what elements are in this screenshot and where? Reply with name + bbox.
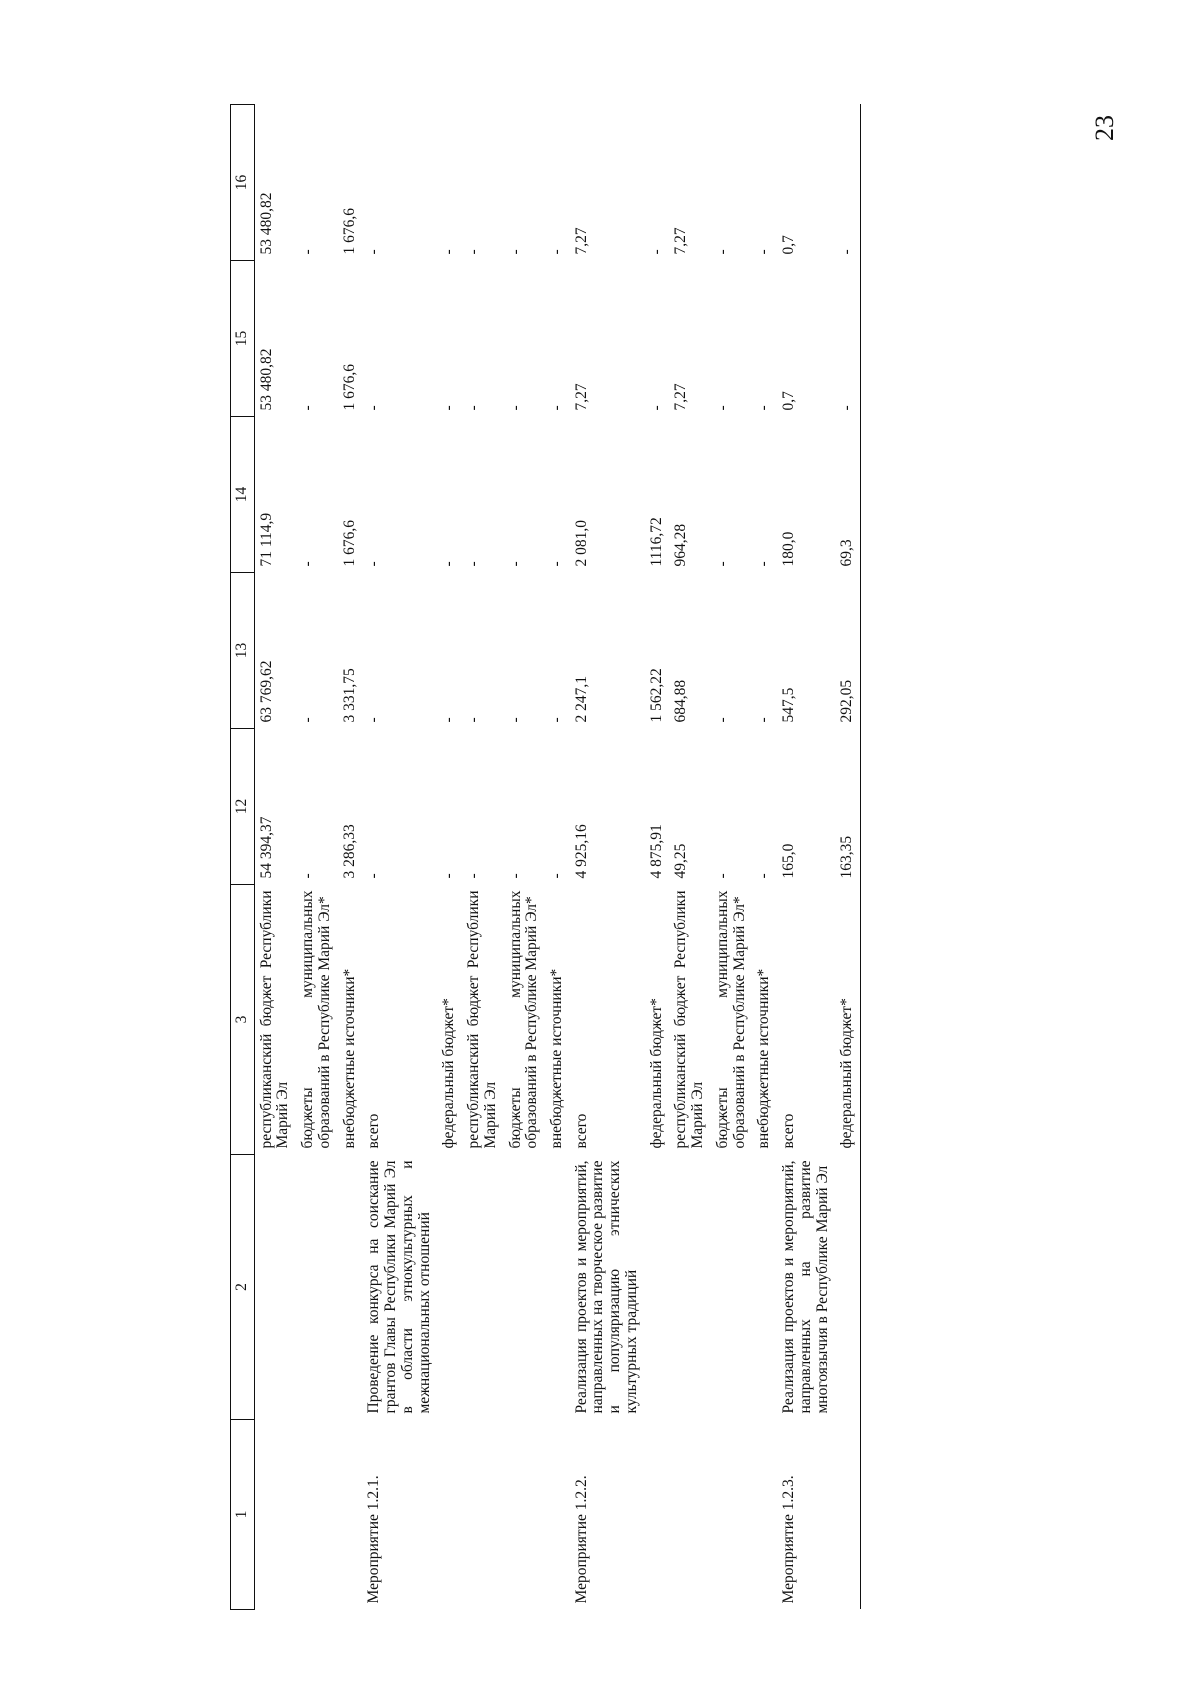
value-cell: - <box>465 249 483 255</box>
value-cell: 2 247,1 <box>572 676 590 723</box>
value-cell: - <box>755 717 773 723</box>
value-cell: - <box>548 249 566 255</box>
value-cell: - <box>713 873 731 879</box>
funding-source-cell: всего <box>365 1113 383 1149</box>
table-row <box>711 105 752 1610</box>
value-cell: 1 562,22 <box>647 668 665 723</box>
value-cell: 4 875,91 <box>647 824 665 879</box>
activity-number-cell <box>835 1420 860 1610</box>
activity-name-cell <box>296 1155 337 1420</box>
value-cell: - <box>755 405 773 411</box>
value-cell: - <box>465 873 483 879</box>
activity-number-cell <box>545 1420 570 1610</box>
value-cell: 1 676,6 <box>340 364 358 411</box>
activity-number-cell <box>462 1420 503 1610</box>
budget-table <box>230 104 861 1610</box>
funding-source-cell: федеральный бюджет* <box>440 998 458 1149</box>
value-cell: - <box>440 249 458 255</box>
value-cell: 54 394,37 <box>257 816 275 879</box>
value-cell: 69,3 <box>835 417 860 573</box>
activity-number-cell <box>752 1420 777 1610</box>
value-cell: - <box>299 561 317 567</box>
table-row <box>777 105 835 1610</box>
column-header: 3 <box>231 885 255 1155</box>
activity-name-cell <box>545 1155 570 1420</box>
activity-number-cell <box>338 1420 363 1610</box>
activity-number-cell <box>437 1420 462 1610</box>
value-cell: - <box>299 873 317 879</box>
funding-source-cell: республиканский бюджет Республики Марий Эл <box>257 890 292 1149</box>
table-row <box>437 105 462 1610</box>
activity-name-cell: Реализация проектов и мероприятий, направленных на творческое развитие и популяризацию этнических культурных традиций <box>572 1160 640 1414</box>
value-cell: - <box>713 717 731 723</box>
table-row <box>752 105 777 1610</box>
value-cell: - <box>548 405 566 411</box>
value-cell: - <box>365 249 383 255</box>
value-cell: - <box>755 873 773 879</box>
table-row <box>570 105 645 1610</box>
value-cell: - <box>548 561 566 567</box>
column-header: 14 <box>231 417 255 573</box>
activity-number-cell <box>504 1420 545 1610</box>
activity-number-cell: Мероприятие 1.2.3. <box>780 1475 798 1604</box>
value-cell: - <box>506 405 524 411</box>
value-cell: - <box>365 873 383 879</box>
value-cell: - <box>299 405 317 411</box>
value-cell: 7,27 <box>672 383 690 411</box>
funding-source-cell: республиканский бюджет Республики Марий Эл <box>672 890 707 1149</box>
value-cell: - <box>713 561 731 567</box>
activity-name-cell <box>752 1155 777 1420</box>
table-row <box>462 105 503 1610</box>
activity-number-cell <box>645 1420 670 1610</box>
column-header: 16 <box>231 105 255 261</box>
value-cell: 292,05 <box>835 573 860 729</box>
value-cell: 0,7 <box>780 235 798 255</box>
value-cell: - <box>755 249 773 255</box>
table-row <box>362 105 437 1610</box>
value-cell: 7,27 <box>672 227 690 255</box>
column-header: 1 <box>231 1420 255 1610</box>
activity-name-cell <box>835 1155 860 1420</box>
page-number: 23 <box>1090 115 1119 141</box>
value-cell: 165,0 <box>780 843 798 879</box>
value-cell: - <box>506 717 524 723</box>
value-cell: 684,88 <box>672 679 690 723</box>
value-cell: 180,0 <box>780 531 798 567</box>
column-header: 13 <box>231 573 255 729</box>
activity-name-cell <box>645 1155 670 1420</box>
value-cell: 63 769,62 <box>257 660 275 723</box>
funding-source-cell: республиканский бюджет Республики Марий Эл <box>465 890 499 1149</box>
activity-name-cell <box>437 1155 462 1420</box>
activity-name-cell: Проведение конкурса на соискание грантов Главы Республики Марий Эл в области этнокультурных и межнациональных отношений <box>365 1160 433 1414</box>
table-row <box>645 105 670 1610</box>
value-cell: - <box>440 717 458 723</box>
activity-name-cell <box>254 1155 296 1420</box>
header-row <box>231 105 255 1610</box>
activity-number-cell <box>669 1420 710 1610</box>
activity-name-cell: Реализация проектов и мероприятий, направленных на развитие многоязычия в Республике Марий Эл <box>780 1160 831 1414</box>
value-cell: 53 480,82 <box>257 192 275 255</box>
table-row <box>504 105 545 1610</box>
value-cell: 3 331,75 <box>340 668 358 723</box>
value-cell: - <box>365 405 383 411</box>
table-row <box>296 105 337 1610</box>
value-cell: 964,28 <box>672 523 690 567</box>
value-cell: - <box>647 405 665 411</box>
value-cell: - <box>440 561 458 567</box>
funding-source-cell: бюджеты муниципальных образований в Республике Марий Эл* <box>299 890 333 1149</box>
value-cell: 1 676,6 <box>340 208 358 255</box>
table-row <box>835 105 860 1610</box>
value-cell: - <box>365 717 383 723</box>
funding-source-cell: всего <box>780 1113 798 1149</box>
activity-number-cell <box>296 1420 337 1610</box>
activity-name-cell <box>711 1155 752 1420</box>
value-cell: 163,35 <box>835 729 860 885</box>
funding-source-cell: федеральный бюджет* <box>835 885 860 1155</box>
activity-name-cell <box>338 1155 363 1420</box>
funding-source-cell: всего <box>572 1113 590 1149</box>
column-header: 12 <box>231 729 255 885</box>
value-cell: - <box>465 561 483 567</box>
column-header: 2 <box>231 1155 255 1420</box>
funding-source-cell: бюджеты муниципальных образований в Республике Марий Эл* <box>506 890 541 1149</box>
activity-number-cell <box>254 1420 296 1610</box>
value-cell: - <box>713 249 731 255</box>
rotated-page-content <box>230 105 1080 1610</box>
value-cell: - <box>299 249 317 255</box>
value-cell: - <box>440 873 458 879</box>
funding-source-cell: внебюджетные источники* <box>755 968 773 1149</box>
table-row <box>545 105 570 1610</box>
funding-source-cell: бюджеты муниципальных образований в Республике Марий Эл* <box>713 890 748 1149</box>
value-cell: 7,27 <box>572 227 590 255</box>
value-cell: - <box>548 717 566 723</box>
value-cell: - <box>835 105 860 261</box>
table-header <box>231 105 255 1610</box>
funding-source-cell: внебюджетные источники* <box>340 968 358 1149</box>
column-header: 15 <box>231 261 255 417</box>
activity-name-cell <box>504 1155 545 1420</box>
value-cell: - <box>465 405 483 411</box>
table-body <box>254 105 860 1610</box>
value-cell: - <box>506 873 524 879</box>
value-cell: 7,27 <box>572 383 590 411</box>
value-cell: - <box>506 561 524 567</box>
value-cell: - <box>647 249 665 255</box>
value-cell: - <box>713 405 731 411</box>
activity-number-cell: Мероприятие 1.2.1. <box>365 1475 383 1604</box>
value-cell: 1116,72 <box>647 517 665 567</box>
value-cell: - <box>506 249 524 255</box>
value-cell: 0,7 <box>780 391 798 411</box>
value-cell: 49,25 <box>672 843 690 879</box>
activity-name-cell <box>669 1155 710 1420</box>
table-row <box>254 105 296 1610</box>
activity-name-cell <box>462 1155 503 1420</box>
value-cell: 53 480,82 <box>257 348 275 411</box>
funding-source-cell: внебюджетные источники* <box>548 968 566 1149</box>
value-cell: - <box>365 561 383 567</box>
value-cell: - <box>299 717 317 723</box>
value-cell: - <box>835 261 860 417</box>
value-cell: 71 114,9 <box>257 512 275 567</box>
activity-number-cell <box>711 1420 752 1610</box>
funding-source-cell: федеральный бюджет* <box>647 998 665 1149</box>
value-cell: 1 676,6 <box>340 520 358 567</box>
value-cell: - <box>465 717 483 723</box>
table-row <box>669 105 710 1610</box>
value-cell: - <box>440 405 458 411</box>
table-row <box>338 105 363 1610</box>
value-cell: 4 925,16 <box>572 824 590 879</box>
value-cell: 2 081,0 <box>572 520 590 567</box>
value-cell: 547,5 <box>780 687 798 723</box>
value-cell: - <box>548 873 566 879</box>
value-cell: - <box>755 561 773 567</box>
activity-number-cell: Мероприятие 1.2.2. <box>572 1475 590 1604</box>
value-cell: 3 286,33 <box>340 824 358 879</box>
